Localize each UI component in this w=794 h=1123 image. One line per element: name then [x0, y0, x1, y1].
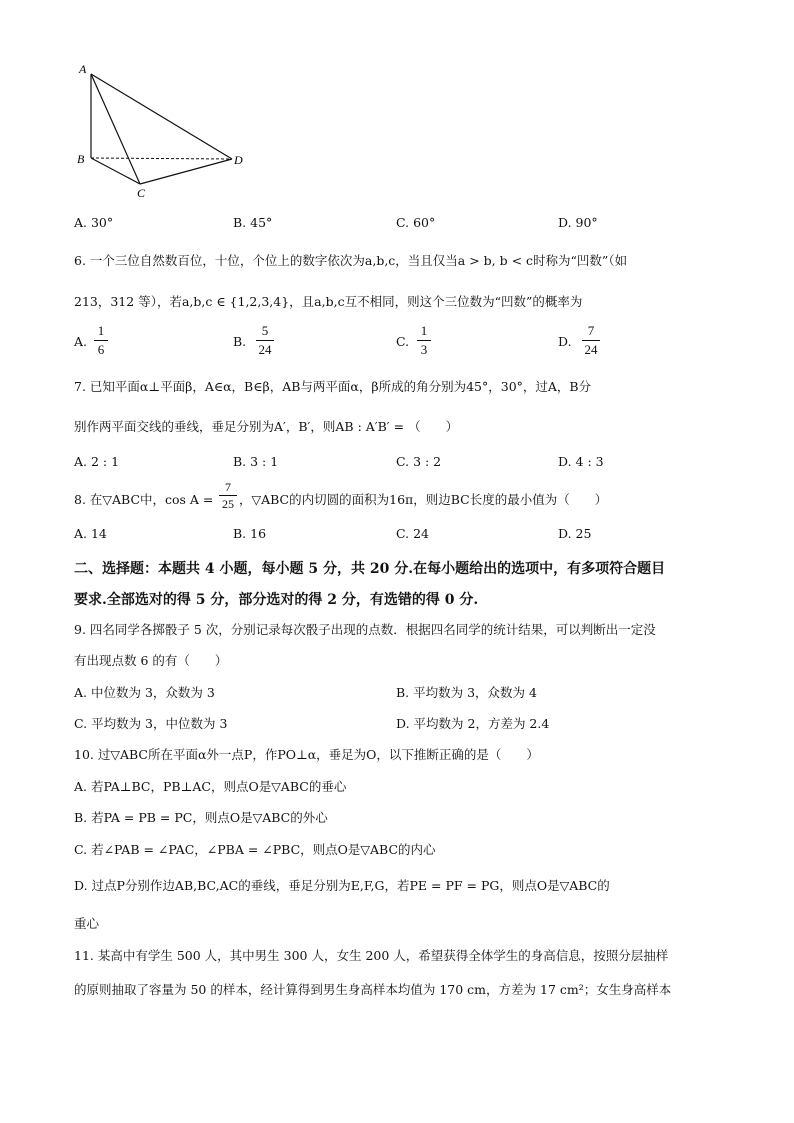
- section2-heading-line1: 二、选择题：本题共 4 小题，每小题 5 分，共 20 分.在每小题给出的选项中，有多项符合题目: [74, 561, 666, 577]
- q10-option-d-line2: 重心: [74, 916, 100, 931]
- q6-option-d-num: 7: [587, 323, 595, 338]
- q7-option-b: B. 3 : 1: [233, 454, 279, 469]
- q6-option-a-fraction: [94, 323, 108, 358]
- q6-option-d-label: D.: [558, 334, 572, 349]
- q8-frac-num: 7: [225, 480, 231, 494]
- q10-option-a: A. 若PA⊥BC，PB⊥AC，则点O是▽ABC的垂心: [74, 779, 347, 794]
- q7-line2: 别作两平面交线的垂线，垂足分别为A′，B′，则AB : A′B′ = （ ）: [74, 419, 459, 434]
- q6-line2: 213，312 等），若a,b,c ∈ {1,2,3,4}，且a,b,c互不相同，则这个三位数为“凹数”的概率为: [74, 294, 583, 309]
- q7-option-a: A. 2 : 1: [74, 454, 120, 469]
- q6-line1: 6. 一个三位自然数百位，十位，个位上的数字依次为a,b,c，当且仅当a > b, b < c时称为“凹数”（如: [74, 253, 628, 268]
- q10-option-c: C. 若∠PAB = ∠PAC，∠PBA = ∠PBC，则点O是▽ABC的内心: [74, 842, 436, 857]
- label-A: A: [79, 62, 87, 76]
- q7-line1: 7. 已知平面α⊥平面β，A∈α，B∈β，AB与两平面α，β所成的角分别为45°，30°，过A，B分: [74, 379, 592, 394]
- q8-option-d: D. 25: [558, 526, 592, 541]
- edge-BD-dashed: [91, 158, 232, 159]
- q11-line1: 11. 某高中有学生 500 人，其中男生 300 人，女生 200 人，希望获得全体学生的身高信息，按照分层抽样: [74, 948, 669, 963]
- edge-CD: [140, 159, 232, 184]
- q6-option-c-fraction: [417, 323, 431, 358]
- q6-option-c-num: 1: [420, 323, 428, 338]
- q10-option-b: B. 若PA = PB = PC，则点O是▽ABC的外心: [74, 810, 328, 825]
- q6-option-d-fraction: [582, 323, 600, 358]
- label-D: D: [234, 153, 243, 167]
- q8-prefix: 8. 在▽ABC中，cos A =: [74, 492, 214, 507]
- q6-option-b-den: 24: [258, 342, 272, 357]
- q9-option-a: A. 中位数为 3，众数为 3: [74, 685, 215, 700]
- q5-option-b: B. 45°: [233, 215, 273, 230]
- q6-option-a-label: A.: [74, 334, 88, 349]
- q6-option-a-num: 1: [97, 323, 105, 338]
- edge-AD: [91, 74, 232, 159]
- edge-BC: [91, 158, 140, 184]
- q8-cos-fraction: [219, 480, 237, 511]
- q6-option-d-den: 24: [584, 342, 598, 357]
- q5-option-d: D. 90°: [558, 215, 598, 230]
- q8-option-b: B. 16: [233, 526, 267, 541]
- q9-option-c: C. 平均数为 3，中位数为 3: [74, 716, 228, 731]
- q9-line1: 9. 四名同学各掷骰子 5 次，分别记录每次骰子出现的点数．根据四名同学的统计结果，可以判断出一定没: [74, 622, 656, 637]
- section2-heading-line2: 要求.全部选对的得 5 分，部分选对的得 2 分，有选错的得 0 分.: [74, 592, 479, 608]
- q7-option-d: D. 4 : 3: [558, 454, 604, 469]
- label-C: C: [137, 186, 146, 200]
- q8-frac-den: 25: [222, 497, 234, 511]
- q8-suffix: ，▽ABC的内切圆的面积为16π，则边BC长度的最小值为（ ）: [239, 492, 608, 507]
- q11-line2: 的原则抽取了容量为 50 的样本，经计算得到男生身高样本均值为 170 cm，方差为 17 cm²；女生身高样本: [74, 982, 672, 997]
- q8-option-c: C. 24: [396, 526, 429, 541]
- q5-option-a: A. 30°: [74, 215, 114, 230]
- q6-option-c-den: 3: [420, 342, 428, 357]
- q8-option-a: A. 14: [74, 526, 107, 541]
- geometry-figure: [70, 62, 270, 202]
- q9-line2: 有出现点数 6 的有（ ）: [74, 653, 228, 668]
- q6-option-a-den: 6: [97, 342, 105, 357]
- edge-AC: [91, 74, 140, 184]
- label-B: B: [77, 152, 85, 166]
- q6-option-b-label: B.: [233, 334, 247, 349]
- q7-option-c: C. 3 : 2: [396, 454, 442, 469]
- q10-option-d-line1: D. 过点P分别作边AB,BC,AC的垂线，垂足分别为E,F,G，若PE = PF = PG，则点O是▽ABC的: [74, 878, 610, 893]
- q9-option-d: D. 平均数为 2，方差为 2.4: [396, 716, 550, 731]
- q6-option-c-label: C.: [396, 334, 410, 349]
- q6-option-b-fraction: [256, 323, 274, 358]
- q10-line1: 10. 过▽ABC所在平面α外一点P，作PO⊥α，垂足为O，以下推断正确的是（ ）: [74, 747, 539, 762]
- q5-option-c: C. 60°: [396, 215, 436, 230]
- q6-option-b-num: 5: [261, 323, 269, 338]
- q9-option-b: B. 平均数为 3，众数为 4: [396, 685, 537, 700]
